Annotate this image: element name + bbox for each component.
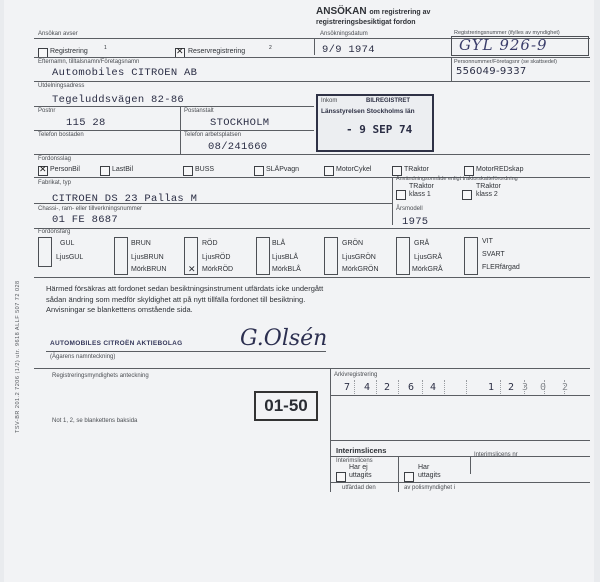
color-morkgron: MörkGRÖN — [342, 266, 379, 273]
note-1-superscript: 1 — [104, 45, 107, 51]
arkiv-digit-9: 0 — [540, 382, 547, 393]
arkiv-digit-6: 1 — [488, 382, 495, 393]
color-morkgra: MörkGRÅ — [412, 266, 443, 273]
color-ljusgra: LjusGRÅ — [414, 254, 443, 261]
color-ljusgron: LjusGRÖN — [342, 254, 376, 261]
postnr-label: Postnr — [38, 108, 56, 114]
arkiv-digit-5: 4 — [430, 382, 437, 393]
color-ljusrod: LjusRÖD — [202, 254, 231, 261]
interimslicens-heading: Interimslicens — [336, 446, 387, 455]
traktor-klass1-label: TRaktor klass 1 — [409, 183, 434, 198]
chassi-value: 01 FE 8687 — [52, 214, 119, 226]
owner-name-value: Automobiles CITROEN AB — [52, 67, 198, 79]
registration-form — [4, 0, 594, 582]
color-gul: GUL — [60, 240, 75, 247]
vehicle-type-checkbox-7[interactable] — [464, 166, 474, 176]
stamp-line1: BILREGISTRET — [366, 98, 411, 104]
arkiv-digit-1: 7 — [344, 382, 351, 393]
form-title-main: ANSÖKAN — [316, 6, 367, 17]
har-uttagits-label: Har uttagits — [418, 464, 441, 479]
anteckning-label: Registreringsmyndighets anteckning — [52, 373, 149, 379]
color-gra: GRÅ — [414, 240, 430, 247]
form-title-part: om registrering av — [369, 9, 431, 16]
postanstalt-value: STOCKHOLM — [210, 117, 270, 129]
fabrikat-value: CITROEN DS 23 Pallas M — [52, 193, 198, 205]
received-stamp — [316, 94, 434, 152]
interimslicens-sublabel: Interimslicens — [336, 458, 373, 464]
form-title — [316, 6, 430, 17]
vehicle-type-checkbox-2[interactable] — [100, 166, 110, 176]
color-box-4[interactable] — [256, 237, 270, 275]
color-svart: SVART — [482, 251, 505, 258]
fordonsslag-label: Fordonsslag — [38, 156, 72, 162]
arkiv-digit-10: 2 — [562, 382, 569, 393]
signature: G.Olsén — [240, 326, 328, 351]
har-ej-uttagits-label: Har ej uttagits — [349, 464, 372, 479]
color-box-2[interactable] — [114, 237, 128, 275]
ansokan-avser-label: Ansökan avser — [38, 31, 78, 37]
vehicle-type-label-2: LastBil — [112, 166, 134, 173]
color-bla: BLÅ — [272, 240, 286, 247]
color-brun: BRUN — [131, 240, 151, 247]
regnummer-label: Registreringsnummer (ifylles av myndighet) — [454, 30, 560, 36]
color-ljusbrun: LjusBRUN — [131, 254, 164, 261]
arsmodell-label: Årsmodell — [396, 206, 423, 212]
arkiv-digit-8: 3 — [522, 382, 529, 393]
traktor-klass1-checkbox[interactable] — [396, 190, 406, 200]
color-box-6[interactable] — [396, 237, 410, 275]
color-box-1[interactable] — [38, 237, 52, 267]
stamp-line2: Länsstyrelsen Stockholms län — [321, 108, 415, 115]
vehicle-type-label-3: BUSS — [195, 166, 215, 173]
color-vit: VIT — [482, 238, 493, 245]
arkiv-digit-2: 4 — [364, 382, 371, 393]
footnote: Not 1, 2, se blankettens baksida — [52, 418, 138, 424]
stamp-inkom: Inkom — [321, 98, 338, 104]
har-ej-uttagits-checkbox[interactable] — [336, 472, 346, 482]
form-subtitle: registreringsbesiktigat fordon — [316, 19, 416, 26]
fordonsfarg-label: Fordonsfärg — [38, 229, 71, 235]
regnummer-value: GYL 926-9 — [459, 36, 548, 54]
vehicle-type-label-7: MotorREDskap — [476, 166, 524, 173]
code-box: 01-50 — [254, 391, 318, 421]
telefon-bostaden-label: Telefon bostaden — [38, 132, 84, 138]
signature-company: AUTOMOBILES CITROËN AKTIEBOLAG — [50, 340, 183, 347]
color-ljusgul: LjusGUL — [56, 254, 84, 261]
agare-label: (Ägarens namnteckning) — [50, 354, 116, 360]
color-morkrod: MörkRÖD — [202, 266, 234, 273]
har-uttagits-checkbox[interactable] — [404, 472, 414, 482]
utdelningsadress-label: Utdelningsadress — [38, 83, 85, 89]
color-gron: GRÖN — [342, 240, 363, 247]
arsmodell-value: 1975 — [402, 216, 429, 228]
vehicle-type-label-1: PersonBil — [50, 166, 80, 173]
ansokningsdatum-label: Ansökningsdatum — [320, 31, 368, 37]
registrering-label: Registrering — [50, 48, 88, 55]
traktor-klass2-checkbox[interactable] — [462, 190, 472, 200]
personnummer-value: 556049-9337 — [456, 66, 527, 77]
chassi-label: Chassi-, ram- eller tillverkningsnummer — [38, 206, 143, 212]
color-flerfargad: FLERfärgad — [482, 264, 520, 271]
arkiv-digit-4: 6 — [408, 382, 415, 393]
color-box-7[interactable] — [464, 237, 478, 275]
anvandning-label: Användningsområde enligt traktorskatteförordning — [396, 176, 518, 182]
av-polismyndighet-label: av polismyndighet i — [404, 485, 456, 491]
fabrikat-label: Fabrikat, typ — [38, 180, 72, 186]
vehicle-type-label-4: SLÄPvagn — [266, 166, 300, 173]
vehicle-type-label-6: TRaktor — [404, 166, 429, 173]
efternamn-label: Efternamn, tilltalsnamn/Företagsnamn — [38, 59, 140, 65]
declaration-text: Härmed försäkras att fordonet sedan besiktningsinstrument utfärdats icke undergått sådan ändring som medför skyldighet att på nytt tillfälla fordonet till besiktning. Anvisningar se blankettens omstående sida. — [46, 284, 324, 314]
vehicle-type-checkbox-3[interactable] — [183, 166, 193, 176]
color-checked-mark: ✕ — [188, 264, 196, 274]
arkivregistrering-label: Arkivregistrering — [334, 372, 378, 378]
vehicle-type-label-5: MotorCykel — [336, 166, 372, 173]
address-value: Tegeluddsvägen 82-86 — [52, 94, 185, 106]
color-ljusbla: LjusBLÅ — [272, 254, 299, 261]
utfardad-den-label: utfärdad den — [342, 485, 376, 491]
color-box-5[interactable] — [324, 237, 338, 275]
interimslicens-nr-label: Interimslicens nr — [474, 452, 518, 458]
vehicle-type-checkbox-4[interactable] — [254, 166, 264, 176]
date-value: 9/9 1974 — [322, 44, 375, 56]
arkiv-digit-3: 2 — [384, 382, 391, 393]
color-rod: RÖD — [202, 240, 218, 247]
postnr-value: 115 28 — [66, 117, 106, 129]
arkiv-digit-7: 2 — [508, 382, 515, 393]
personnummer-label: Personnummer/Företagsnr (se skattsedel) — [454, 59, 558, 65]
side-form-code: TSV-BR 201.2 7206 (1/2) utr. 9618 ALLF 507 72 028 — [15, 280, 21, 433]
color-morkbrun: MörkBRUN — [131, 266, 167, 273]
traktor-klass2-label: TRaktor klass 2 — [476, 183, 501, 198]
vehicle-type-checkbox-5[interactable] — [324, 166, 334, 176]
color-morkbla: MörkBLÅ — [272, 266, 301, 273]
telefon-arbetsplatsen-value: 08/241660 — [208, 141, 268, 153]
postanstalt-label: Postanstalt — [184, 108, 214, 114]
note-2-superscript: 2 — [269, 45, 272, 51]
vehicle-type-checkbox-1[interactable] — [38, 166, 48, 176]
stamp-date: - 9 SEP 74 — [346, 123, 413, 136]
vehicle-type-checkbox-6[interactable] — [392, 166, 402, 176]
reservregistrering-label: Reservregistrering — [188, 48, 246, 55]
telefon-arbetsplatsen-label: Telefon arbetsplatsen — [184, 132, 242, 138]
